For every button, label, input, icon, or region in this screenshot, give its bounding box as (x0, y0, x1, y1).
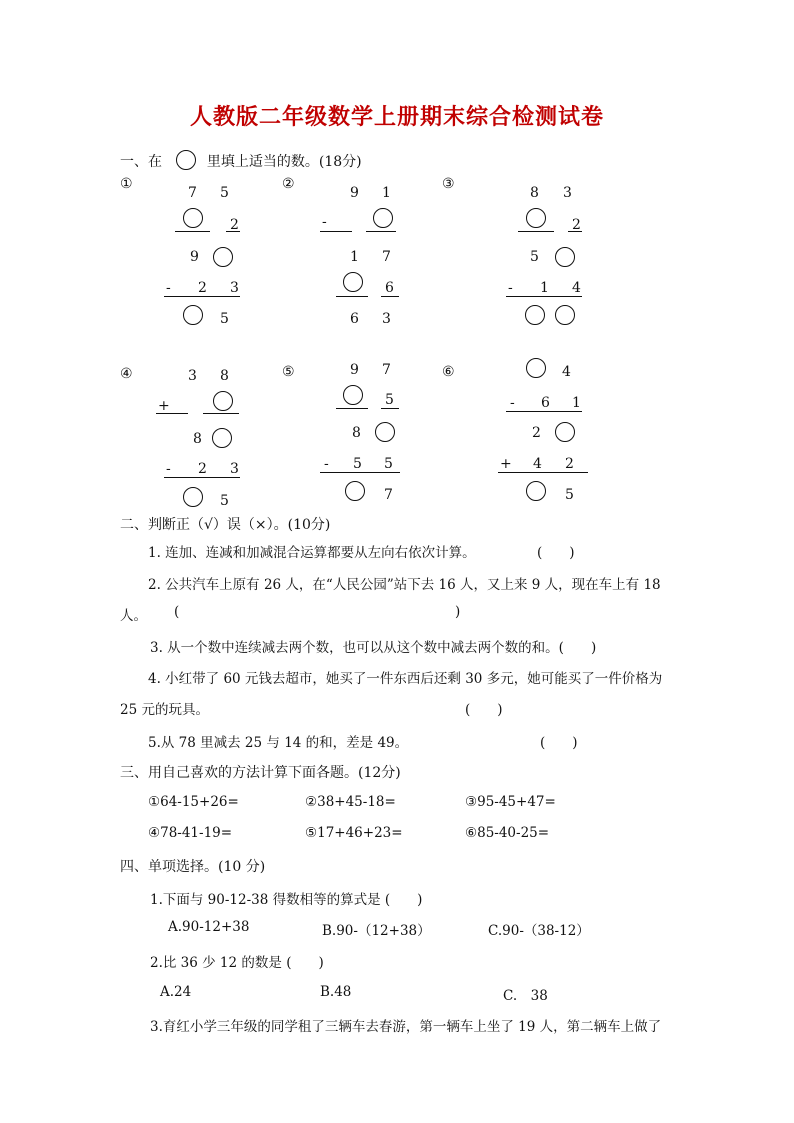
blank-circle-icon (176, 150, 196, 170)
digit: 4 (562, 364, 571, 380)
digit: 2 (230, 217, 239, 233)
digit: 1 (540, 280, 549, 296)
problem-label-1: ① (120, 176, 133, 192)
digit: 5 (384, 456, 393, 472)
section-1-heading (120, 146, 362, 171)
digit: 9 (350, 362, 359, 378)
digit: 5 (353, 456, 362, 472)
judge-q5: 5.从 78 里减去 25 与 14 的和，差是 49。 (148, 735, 409, 751)
digit: 5 (220, 185, 229, 201)
judge-q2-answer-open[interactable]: ( (174, 604, 180, 620)
operator: - (166, 461, 171, 477)
operator: - (322, 214, 327, 230)
digit: 2 (572, 217, 581, 233)
section-4-heading: 四、单项选择。(10 分) (120, 859, 266, 875)
digit: 6 (541, 395, 550, 411)
rule-line (336, 408, 368, 409)
digit: 6 (385, 280, 394, 296)
choice-q3: 3.育红小学三年级的同学租了三辆车去春游，第一辆车上坐了 19 人，第二辆车上做了 (150, 1019, 662, 1035)
digit: 5 (220, 493, 229, 509)
choice-q1-option-c[interactable]: C.90-（38-12） (488, 923, 590, 939)
digit: 8 (220, 368, 229, 384)
rule-line (366, 231, 396, 232)
rule-line (156, 413, 188, 414)
digit: 4 (572, 280, 581, 296)
problem-label-5: ⑤ (282, 364, 295, 380)
digit: 4 (533, 456, 542, 472)
digit: 1 (382, 185, 391, 201)
answer-circle[interactable] (526, 358, 546, 378)
operator: + (500, 456, 512, 472)
section-2-heading: 二、判断正（√）误（×）。(10分) (120, 517, 331, 533)
digit: 5 (385, 392, 394, 408)
answer-circle[interactable] (213, 391, 233, 411)
digit: 1 (572, 395, 581, 411)
digit: 5 (530, 249, 539, 265)
digit: 7 (384, 487, 393, 503)
rule-line (164, 296, 240, 297)
calc-item-1: ①64-15+26= (148, 794, 239, 810)
problem-label-3: ③ (442, 176, 455, 192)
rule-line (518, 231, 554, 232)
answer-circle[interactable] (183, 208, 203, 228)
digit: 7 (382, 249, 391, 265)
digit: 3 (382, 311, 391, 327)
rule-line (320, 231, 352, 232)
digit: 5 (565, 487, 574, 503)
rule-line (568, 231, 582, 232)
judge-q2-line2: 人。 (120, 608, 147, 624)
section-3-heading: 三、用自己喜欢的方法计算下面各题。(12分) (120, 765, 401, 781)
calc-item-5: ⑤17+46+23= (305, 825, 403, 841)
digit: 6 (350, 311, 359, 327)
problem-label-2: ② (282, 176, 295, 192)
digit: 2 (565, 456, 574, 472)
digit: 8 (193, 431, 202, 447)
operator: - (166, 280, 171, 296)
digit: 5 (220, 311, 229, 327)
rule-line (506, 296, 582, 297)
digit: 3 (230, 461, 239, 477)
judge-q4-answer[interactable]: ( ) (465, 702, 503, 718)
digit: 7 (382, 362, 391, 378)
choice-q2-option-c[interactable]: C. 38 (503, 988, 548, 1004)
answer-circle[interactable] (343, 385, 363, 405)
answer-circle[interactable] (525, 305, 545, 325)
rule-line (175, 231, 210, 232)
answer-circle[interactable] (526, 208, 546, 228)
choice-q2: 2.比 36 少 12 的数是 ( ) (150, 955, 324, 971)
calc-item-3: ③95-45+47= (465, 794, 556, 810)
page-title: 人教版二年级数学上册期末综合检测试卷 (189, 104, 604, 130)
rule-line (381, 408, 399, 409)
calc-item-2: ②38+45-18= (305, 794, 396, 810)
digit: 3 (188, 368, 197, 384)
problem-label-6: ⑥ (442, 364, 455, 380)
section-1-heading-prefix: 一、在 (120, 154, 162, 170)
judge-q4-line2: 25 元的玩具。 (120, 702, 209, 718)
operator: - (510, 395, 515, 411)
judge-q1-answer[interactable]: ( ) (537, 545, 575, 561)
rule-line (320, 472, 400, 473)
operator: + (158, 398, 170, 414)
rule-line (203, 413, 239, 414)
rule-line (498, 472, 588, 473)
answer-circle[interactable] (183, 487, 203, 507)
answer-circle[interactable] (345, 481, 365, 501)
choice-q2-option-b[interactable]: B.48 (320, 984, 352, 1000)
answer-circle[interactable] (343, 272, 363, 292)
rule-line (164, 477, 240, 478)
operator: - (508, 280, 513, 296)
digit: 3 (230, 280, 239, 296)
digit: 9 (190, 249, 199, 265)
judge-q1: 1. 连加、连减和加减混合运算都要从左向右依次计算。 (148, 545, 476, 561)
choice-q1-option-a[interactable]: A.90-12+38 (168, 919, 250, 935)
judge-q3: 3. 从一个数中连续减去两个数，也可以从这个数中减去两个数的和。( ) (150, 640, 597, 656)
digit: 2 (532, 425, 541, 441)
digit: 2 (198, 461, 207, 477)
rule-line (381, 296, 399, 297)
judge-q2-answer-close[interactable]: ) (455, 604, 461, 620)
rule-line (506, 411, 582, 412)
answer-circle[interactable] (373, 208, 393, 228)
answer-circle[interactable] (375, 422, 395, 442)
judge-q5-answer[interactable]: ( ) (540, 735, 578, 751)
digit: 8 (530, 185, 539, 201)
answer-circle[interactable] (212, 428, 232, 448)
digit: 3 (563, 185, 572, 201)
judge-q2-line1: 2. 公共汽车上原有 26 人，在“人民公园”站下去 16 人，又上来 9 人，现在车上有 18 (148, 577, 661, 593)
answer-circle[interactable] (555, 247, 575, 267)
calc-item-6: ⑥85-40-25= (465, 825, 550, 841)
answer-circle[interactable] (183, 305, 203, 325)
choice-q1-option-b[interactable]: B.90-（12+38） (322, 923, 431, 939)
problem-label-4: ④ (120, 366, 133, 382)
operator: - (324, 456, 329, 472)
answer-circle[interactable] (213, 247, 233, 267)
answer-circle[interactable] (526, 481, 546, 501)
choice-q1: 1.下面与 90-12-38 得数相等的算式是 ( ) (150, 892, 423, 908)
rule-line (226, 231, 240, 232)
calc-item-4: ④78-41-19= (148, 825, 233, 841)
digit: 9 (350, 185, 359, 201)
rule-line (336, 296, 368, 297)
digit: 7 (188, 185, 197, 201)
digit: 2 (198, 280, 207, 296)
digit: 8 (352, 425, 361, 441)
digit: 1 (350, 249, 359, 265)
answer-circle[interactable] (555, 305, 575, 325)
section-1-heading-suffix: 里填上适当的数。(18分) (206, 154, 362, 170)
judge-q4-line1: 4. 小红带了 60 元钱去超市，她买了一件东西后还剩 30 多元，她可能买了一件价格为 (148, 671, 663, 687)
answer-circle[interactable] (555, 422, 575, 442)
choice-q2-option-a[interactable]: A.24 (160, 984, 192, 1000)
